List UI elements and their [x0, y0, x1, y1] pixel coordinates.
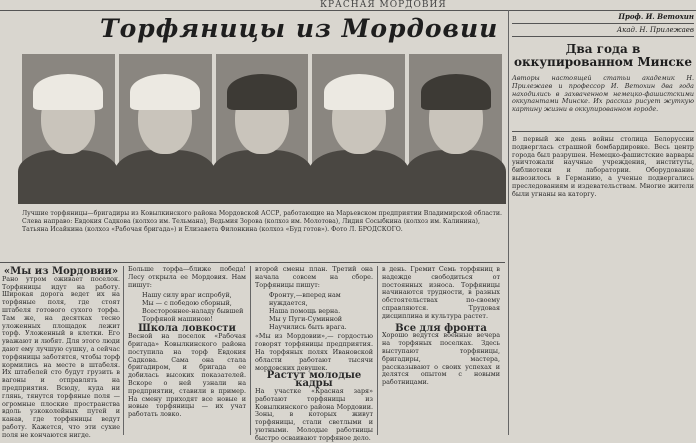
column-3: [255, 265, 373, 442]
column-text: Весной на поселок «Рабочая бригада» Ковылкинского района поступила на торф Евдокия Садкова. Сама она стала бригадиром, и бригада ее добилась высоких показателей. Вскоре о ней узнали на предприятии, ставили в пример. На смену приходят все новые и новые торфяницы — их учат работать ловко.: [128, 332, 246, 419]
portrait-photo: [22, 54, 115, 204]
portrait-photo: [312, 54, 405, 204]
column-text: Хорошо ведутся военные вечера на торфяных поселках. Здесь выступают торфяницы, бригадиры, мастера, рассказывают о своих успехах и делятся опытом с новыми работницами.: [382, 331, 500, 387]
portrait-photo: [119, 54, 212, 204]
author-name: Проф. И. Ветохин: [618, 12, 694, 21]
column-1: [2, 266, 120, 439]
poem-line: Фронту,—вперед нам нуждается,: [269, 291, 341, 308]
section-rule: [0, 262, 505, 263]
column-heading: Растут молодые кадры: [266, 370, 362, 390]
column-divider: [123, 266, 124, 435]
poem-line: Мы у Пуги-Суминной: [269, 315, 343, 324]
column-text: На участке «Красная заря» работают торфяницы из Ковылкинского района Мордовии. Зоны, в которых живут торфяницы, стали светлыми и уютными. Молодые работницы быстро осваивают торфяное дело.: [255, 386, 373, 442]
right-article-title: Два года в оккупированном Минске: [514, 42, 692, 69]
column-2: [128, 266, 246, 435]
poem: [128, 291, 246, 323]
masthead: КРАСНАЯ МОРДОВИЯ: [320, 0, 447, 10]
poem-line: Научились быть врага.: [269, 323, 347, 332]
column-divider: [250, 266, 251, 435]
poem: [255, 291, 373, 331]
right-divider: [508, 10, 509, 435]
photo-strip: [22, 54, 502, 204]
right-text: В первый же день войны столица Белоруссии подверглась страшной бомбардировке. Весь центр города был разрушен. Немецко-фашистские варвары уничтожали научные учреждения, институты, библиотеки и лаборатории. Оборудование вывозилось в Германию, а ученые подвергались преследованиям и издевательствам. Многие жители были угнаны на каторгу.: [512, 135, 694, 198]
intro-rule: [512, 131, 694, 132]
column-heading: Все для фронта: [395, 322, 487, 334]
poem-line: Наша помощь верна.: [269, 307, 341, 316]
author-name: Акад. Н. Прилежаев: [616, 26, 694, 34]
column-4: [382, 266, 500, 435]
column-text: Больше торфа—ближе победа! Лесу открыла ее Мордовия. Нам пишут:: [128, 265, 246, 289]
poem-line: Мы — с победою сборный,: [142, 299, 232, 308]
column-text: второй смены план. Третий она начала совсем на сборе. Торфяницы пишут:: [255, 265, 373, 289]
top-rule: [0, 10, 696, 11]
right-article: [512, 12, 694, 436]
column-divider: [377, 266, 378, 435]
column-heading: «Мы из Мордовии»: [3, 266, 119, 277]
author-rule: [512, 23, 694, 24]
poem-line: Нашу силу враг испробуй,: [142, 291, 232, 300]
column-text: «Мы из Мордовии»,— гордостью говорят торфяницы предприятия. На торфяных полях Ивановской области работают тысячи мордовских девушек.: [255, 332, 373, 372]
portrait-photo: [216, 54, 309, 204]
right-intro: Авторы настоящей статьи академик Н. Прилежаев и профессор И. Ветохин два года находились в захваченном немецко-фашистскими оккупантами Минске. Их рассказ рисует жуткую картину жизни в оккупированном городе.: [512, 74, 694, 114]
portrait-photo: [409, 54, 502, 204]
article-title: Торфяницы из Мордовии: [100, 14, 499, 43]
photo-caption: Лучшие торфяницы—бригадиры из Ковылкинского района Мордовской АССР, работающие на Марьевском предприятии Владимирской области. Слева направо: Евдокия Садкова (колхоз им. Тельмана), Ведьмия Зорова (колхоз им. Молотова), Лидия Сосыбкина (колхоз им. Калинина), Татьяна Исайкина (колхоз «Рабочая бригада») и Елизавета Филонкина (колхоз «Буд готов»). Фото Л. БРОДСКОГО.: [22, 210, 502, 233]
column-heading: Школа ловкости: [138, 323, 236, 335]
column-text: Рано утром оживает поселок. Торфяницы идут на работу. Широкая дорога ведет их на торфяные поля, где стоят штабеля готового сухого торфа. Там же, на десятках тесно уложенных площадок лежит торф. Уложенный в клетки. Его уважают и любят. Для этого люди дают ему лучшую сушку, а сейчас торфяницы заботятся, чтобы торф кормились на месте в штабеля. Их штабелей сто будут грузить в вагоны и отправлять на предприятия. Всюду, куда ни глянь, тянутся торфяные поля — огромные плоские пространства вдоль узкоколейных путей и канав, где торфяницы ведут работу. Кажется, что эти сухие поля не кончаются нигде.: [2, 274, 120, 439]
column-text: в день. Гремит Семь торфяниц в надежде свободиться от постоянных износа. Торфяницы начинаются трудности, в разных обстоятельствах по-своему справляются. Трудовая дисциплина и культура растет.: [382, 265, 500, 320]
poem-line: Всестороннее-наладу бывшей: [142, 307, 244, 316]
poem-line: Торфяной машиною!: [142, 315, 213, 324]
author-rule: [512, 36, 694, 37]
